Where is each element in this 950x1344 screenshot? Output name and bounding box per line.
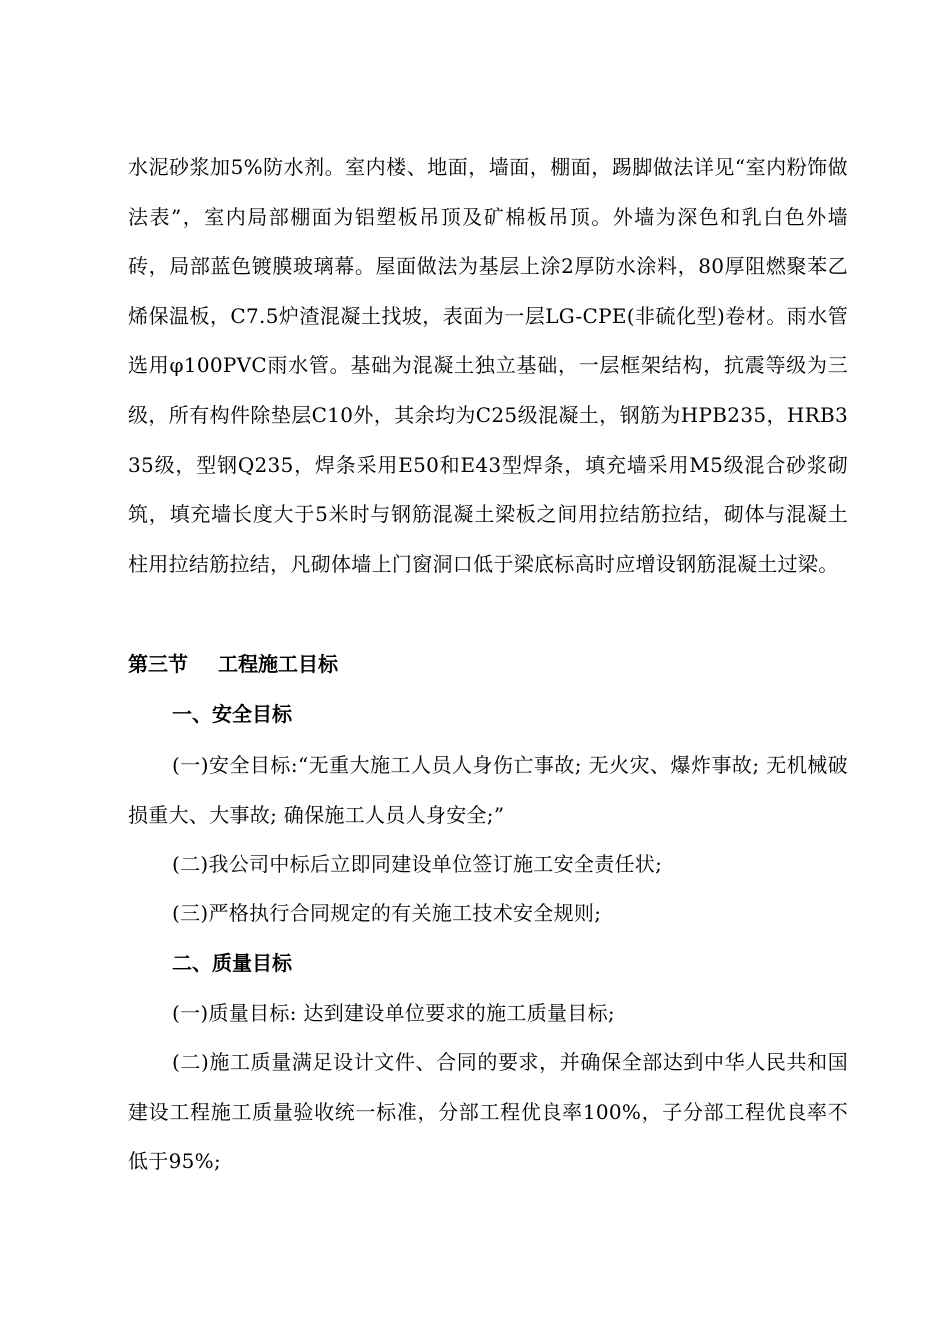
safety-item-3: (三)严格执行合同规定的有关施工技术安全规则;	[172, 901, 602, 925]
safety-item-2: (二)我公司中标后立即同建设单位签订施工安全责任状;	[172, 852, 663, 876]
safety-item-1: (一)安全目标:“无重大施工人员人身伤亡事故; 无火灾、爆炸事故; 无机械破损重大、大事故; 确保施工人员人身安全;”	[128, 753, 848, 827]
section-title: 工程施工目标	[218, 652, 338, 676]
quality-heading: 二、质量目标	[172, 951, 292, 975]
section-number: 第三节	[128, 652, 188, 676]
intro-paragraph: 水泥砂浆加5%防水剂。室内楼、地面，墙面，棚面，踢脚做法详见“室内粉饰做法表”，室内局部棚面为铝塑板吊顶及矿棉板吊顶。外墙为深色和乳白色外墙砖，局部蓝色镀膜玻璃幕。屋面做法为基层上涂2厚防水涂料，80厚阻燃聚苯乙烯保温板，C7.5炉渣混凝土找坡，表面为一层LG-CPE(非硫化型)卷材。雨水管选用φ100PVC雨水管。基础为混凝土独立基础，一层框架结构，抗震等级为三级，所有构件除垫层C10外，其余均为C25级混凝土，钢筋为HPB235，HRB335级，型钢Q235，焊条采用E50和E43型焊条，填充墙采用M5级混合砂浆砌筑，填充墙长度大于5米时与钢筋混凝土梁板之间用拉结筋拉结，砌体与混凝土柱用拉结筋拉结，凡砌体墙上门窗洞口低于梁底标高时应增设钢筋混凝土过梁。	[128, 155, 848, 576]
safety-heading: 一、安全目标	[172, 702, 292, 726]
quality-item-1: (一)质量目标: 达到建设单位要求的施工质量目标;	[172, 1001, 615, 1025]
quality-item-2: (二)施工质量满足设计文件、合同的要求，并确保全部达到中华人民共和国建设工程施工质量验收统一标准，分部工程优良率100%，子分部工程优良率不低于95%;	[128, 1050, 848, 1174]
section-heading	[128, 652, 338, 676]
